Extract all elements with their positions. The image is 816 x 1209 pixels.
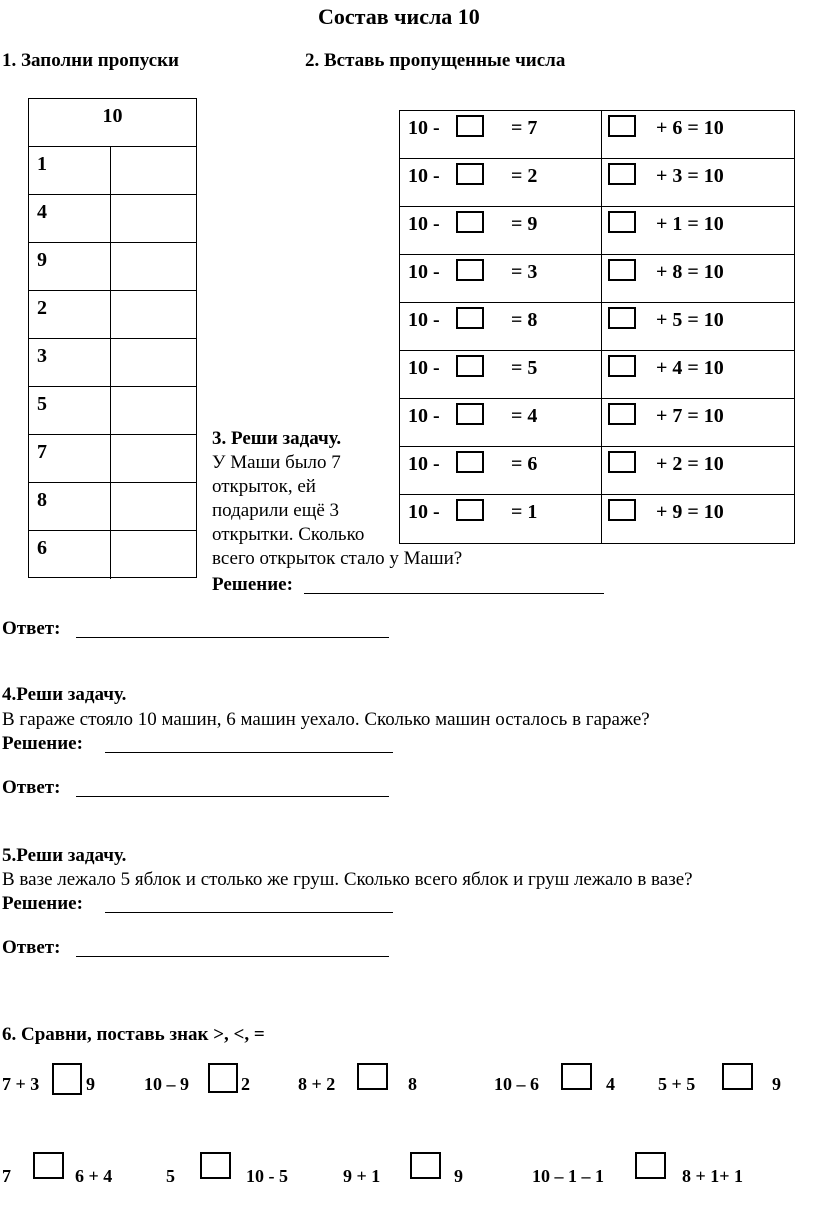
answer-cell[interactable]	[111, 435, 196, 482]
task4-solution-label: Решение:	[2, 733, 83, 754]
right-expression: + 4 = 10	[656, 357, 724, 379]
row-value: 7	[37, 441, 47, 463]
compare-left: 5 + 5	[658, 1074, 696, 1094]
answer-box[interactable]	[608, 451, 636, 473]
left-result: = 8	[511, 309, 538, 331]
table-row	[400, 351, 794, 399]
task5-answer-label: Ответ:	[2, 937, 61, 958]
row-value: 2	[37, 297, 47, 319]
answer-box[interactable]	[456, 451, 484, 473]
table-row	[29, 387, 196, 435]
compare-sign-box[interactable]	[635, 1152, 666, 1179]
answer-cell[interactable]	[111, 195, 196, 242]
right-expression: + 6 = 10	[656, 117, 724, 139]
table-row	[29, 291, 196, 339]
left-prefix: 10 -	[408, 261, 440, 283]
compare-sign-box[interactable]	[561, 1063, 592, 1090]
left-prefix: 10 -	[408, 405, 440, 427]
answer-box[interactable]	[608, 259, 636, 281]
number-composition-table	[28, 98, 197, 578]
task5-text: В вазе лежало 5 яблок и столько же груш. Сколько всего яблок и груш лежало в вазе?	[2, 869, 693, 890]
table-row	[400, 495, 794, 543]
compare-right: 9	[772, 1074, 781, 1094]
answer-box[interactable]	[608, 403, 636, 425]
compare-right: 6 + 4	[75, 1166, 113, 1186]
compare-left: 5	[166, 1166, 175, 1186]
task4-text: В гараже стояло 10 машин, 6 машин уехало. Сколько машин осталось в гараже?	[2, 709, 650, 730]
task4-heading: 4.Реши задачу.	[2, 684, 127, 705]
right-expression: + 3 = 10	[656, 165, 724, 187]
answer-box[interactable]	[608, 307, 636, 329]
answer-box[interactable]	[456, 307, 484, 329]
table-row	[29, 531, 196, 579]
answer-box[interactable]	[608, 355, 636, 377]
table-row	[400, 447, 794, 495]
task3-answer-line[interactable]	[76, 637, 389, 638]
task3-line: открыток, ей	[212, 476, 316, 497]
compare-sign-box[interactable]	[200, 1152, 231, 1179]
answer-box[interactable]	[456, 259, 484, 281]
answer-box[interactable]	[456, 403, 484, 425]
table-header	[29, 99, 196, 147]
row-value: 3	[37, 345, 47, 367]
compare-left: 7 + 3	[2, 1074, 40, 1094]
compare-sign-box[interactable]	[208, 1063, 238, 1093]
right-expression: + 2 = 10	[656, 453, 724, 475]
answer-box[interactable]	[456, 355, 484, 377]
right-expression: + 1 = 10	[656, 213, 724, 235]
task4-solution-line[interactable]	[105, 752, 393, 753]
task6-heading: 6. Сравни, поставь знак >, <, =	[2, 1024, 265, 1045]
task3-solution-line[interactable]	[304, 593, 604, 594]
row-value: 9	[37, 249, 47, 271]
task2-heading: 2. Вставь пропущенные числа	[305, 50, 566, 71]
left-result: = 9	[511, 213, 538, 235]
answer-box[interactable]	[608, 499, 636, 521]
answer-box[interactable]	[608, 211, 636, 233]
table-row	[29, 339, 196, 387]
row-value: 5	[37, 393, 47, 415]
answer-box[interactable]	[456, 163, 484, 185]
left-result: = 5	[511, 357, 538, 379]
left-prefix: 10 -	[408, 309, 440, 331]
task1-heading: 1. Заполни пропуски	[2, 50, 179, 71]
table-row	[400, 399, 794, 447]
right-expression: + 8 = 10	[656, 261, 724, 283]
compare-left: 8 + 2	[298, 1074, 336, 1094]
left-result: = 2	[511, 165, 538, 187]
compare-right: 2	[241, 1074, 250, 1094]
compare-right: 9	[86, 1074, 95, 1094]
answer-cell[interactable]	[111, 483, 196, 530]
answer-cell[interactable]	[111, 387, 196, 434]
table-row	[29, 435, 196, 483]
task4-answer-label: Ответ:	[2, 777, 61, 798]
compare-left: 10 – 6	[494, 1074, 539, 1094]
compare-sign-box[interactable]	[722, 1063, 753, 1090]
answer-box[interactable]	[456, 499, 484, 521]
row-value: 6	[37, 537, 47, 559]
task3-heading: 3. Реши задачу.	[212, 428, 342, 449]
left-prefix: 10 -	[408, 501, 440, 523]
missing-numbers-table	[399, 110, 795, 544]
page-title: Состав числа 10	[318, 4, 480, 29]
left-result: = 1	[511, 501, 538, 523]
task3-line: У Маши было 7	[212, 452, 341, 473]
left-result: = 6	[511, 453, 538, 475]
compare-right: 8 + 1+ 1	[682, 1166, 744, 1186]
row-value: 8	[37, 489, 47, 511]
compare-right: 10 - 5	[246, 1166, 288, 1186]
row-value: 1	[37, 153, 47, 175]
answer-box[interactable]	[608, 115, 636, 137]
table-row	[29, 195, 196, 243]
answer-box[interactable]	[456, 115, 484, 137]
task3-solution-label: Решение:	[212, 574, 293, 595]
table-row	[400, 159, 794, 207]
left-prefix: 10 -	[408, 213, 440, 235]
row-value: 4	[37, 201, 47, 223]
compare-left: 9 + 1	[343, 1166, 381, 1186]
left-prefix: 10 -	[408, 165, 440, 187]
answer-cell[interactable]	[111, 531, 196, 579]
table-row	[400, 255, 794, 303]
table-row	[29, 147, 196, 195]
answer-cell[interactable]	[111, 291, 196, 338]
task3-answer-label: Ответ:	[2, 618, 61, 639]
right-expression: + 5 = 10	[656, 309, 724, 331]
right-expression: + 9 = 10	[656, 501, 724, 523]
answer-box[interactable]	[456, 211, 484, 233]
compare-right: 8	[408, 1074, 417, 1094]
left-prefix: 10 -	[408, 357, 440, 379]
answer-cell[interactable]	[111, 339, 196, 386]
left-prefix: 10 -	[408, 117, 440, 139]
compare-sign-box[interactable]	[33, 1152, 64, 1179]
task5-answer-line[interactable]	[76, 956, 389, 957]
answer-cell[interactable]	[111, 147, 196, 194]
table-header-value: 10	[102, 105, 123, 127]
compare-right: 9	[454, 1166, 463, 1186]
compare-left: 10 – 1 – 1	[532, 1166, 604, 1186]
task5-solution-line[interactable]	[105, 912, 393, 913]
compare-sign-box[interactable]	[410, 1152, 441, 1179]
table-row	[29, 483, 196, 531]
left-result: = 7	[511, 117, 538, 139]
answer-cell[interactable]	[111, 243, 196, 290]
task5-heading: 5.Реши задачу.	[2, 845, 127, 866]
compare-sign-box[interactable]	[357, 1063, 388, 1090]
task3-line: открытки. Сколько	[212, 524, 365, 545]
table-row	[29, 243, 196, 291]
left-prefix: 10 -	[408, 453, 440, 475]
compare-left: 10 – 9	[144, 1074, 189, 1094]
compare-left: 7	[2, 1166, 11, 1186]
table-row	[400, 207, 794, 255]
table-row	[400, 111, 794, 159]
compare-right: 4	[606, 1074, 615, 1094]
table-row	[400, 303, 794, 351]
left-result: = 3	[511, 261, 538, 283]
compare-sign-box[interactable]	[52, 1063, 82, 1095]
task3-line: всего открыток стало у Маши?	[212, 548, 463, 569]
right-expression: + 7 = 10	[656, 405, 724, 427]
answer-box[interactable]	[608, 163, 636, 185]
task4-answer-line[interactable]	[76, 796, 389, 797]
task3-line: подарили ещё 3	[212, 500, 340, 521]
task5-solution-label: Решение:	[2, 893, 83, 914]
left-result: = 4	[511, 405, 538, 427]
